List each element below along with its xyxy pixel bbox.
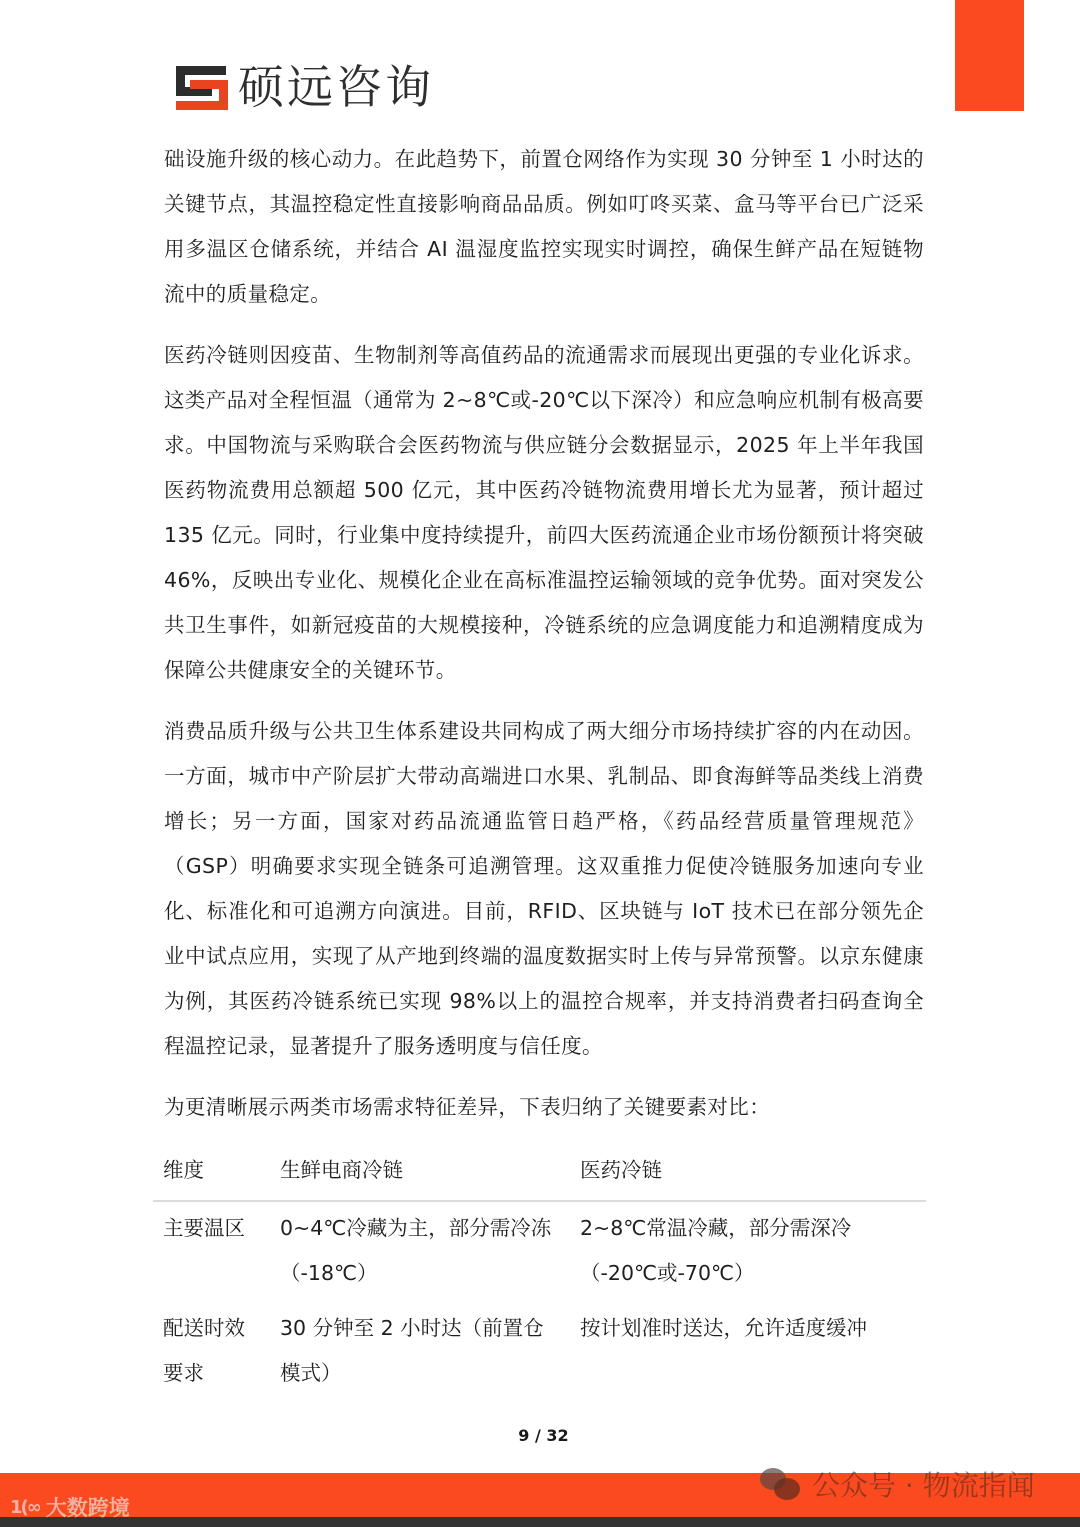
column-header-fresh-ecommerce: 生鲜电商冷链: [270, 1148, 570, 1201]
wechat-icon: [760, 1466, 804, 1502]
column-header-dimension: 维度: [153, 1148, 270, 1201]
paragraph: 医药冷链则因疫苗、生物制剂等高值药品的流通需求而展现出更强的专业化诉求。这类产品对全程恒温（通常为 2~8℃或-20℃以下深冷）和应急响应机制有极高要求。中国物流与采购联合会医药物流与供应链分会数据显示，2025 年上半年我国医药物流费用总额超 500 亿元，其中医药冷链物流费用增长尤为显著，预计超过 135 亿元。同时，行业集中度持续提升，前四大医药流通企业市场份额预计将突破 46%，反映出专业化、规模化企业在高标准温控运输领域的竞争优势。面对突发公共卫生事件，如新冠疫苗的大规模接种，冷链系统的应急调度能力和追溯精度成为保障公共健康安全的关键环节。: [164, 343, 924, 682]
comparison-table: [153, 1148, 926, 1402]
column-header-pharma: 医药冷链: [570, 1148, 926, 1201]
watermark-logo-icon: 1(∞: [10, 1496, 40, 1518]
brand-name: 硕远咨询: [238, 60, 434, 114]
table-header-row: [153, 1148, 926, 1201]
footer-dark-strip: [0, 1517, 1080, 1527]
document-body: [164, 137, 924, 1146]
brand-logo: [176, 62, 434, 112]
table-row: [153, 1201, 926, 1302]
table-row: [153, 1302, 926, 1402]
watermark-right-text: 公众号 · 物流指闻: [812, 1469, 1035, 1502]
watermark-left: [10, 1492, 130, 1522]
paragraph: 础设施升级的核心动力。在此趋势下，前置仓网络作为实现 30 分钟至 1 小时达的关键节点，其温控稳定性直接影响商品品质。例如叮咚买菜、盒马等平台已广泛采用多温区仓储系统，并结合 AI 温湿度监控实现实时调控，确保生鲜产品在短链物流中的质量稳定。: [164, 147, 924, 306]
page-number: 9 / 32: [518, 1426, 569, 1445]
table-cell: 按计划准时送达，允许适度缓冲: [580, 1316, 867, 1340]
brand-logo-icon: [176, 64, 230, 110]
table-cell: 0~4℃冷藏为主，部分需冷冻（-18℃）: [280, 1216, 552, 1285]
table-cell: 2~8℃常温冷藏，部分需深冷（-20℃或-70℃）: [580, 1216, 852, 1285]
table-cell: 30 分钟至 2 小时达（前置仓模式）: [280, 1316, 544, 1385]
watermark-left-text: 大数跨境: [45, 1496, 130, 1520]
table-intro-paragraph: 为更清晰展示两类市场需求特征差异，下表归纳了关键要素对比：: [164, 1095, 771, 1119]
table-cell: 配送时效要求: [163, 1316, 245, 1385]
table-cell: 主要温区: [163, 1216, 245, 1240]
top-accent-bar: [955, 0, 1024, 111]
watermark-right: [760, 1464, 1035, 1504]
paragraph: 消费品质升级与公共卫生体系建设共同构成了两大细分市场持续扩容的内在动因。一方面，城市中产阶层扩大带动高端进口水果、乳制品、即食海鲜等品类线上消费增长；另一方面，国家对药品流通监管日趋严格，《药品经营质量管理规范》（GSP）明确要求实现全链条可追溯管理。这双重推力促使冷链服务加速向专业化、标准化和可追溯方向演进。目前，RFID、区块链与 IoT 技术已在部分领先企业中试点应用，实现了从产地到终端的温度数据实时上传与异常预警。以京东健康为例，其医药冷链系统已实现 98%以上的温控合规率，并支持消费者扫码查询全程温控记录，显著提升了服务透明度与信任度。: [164, 719, 924, 1058]
